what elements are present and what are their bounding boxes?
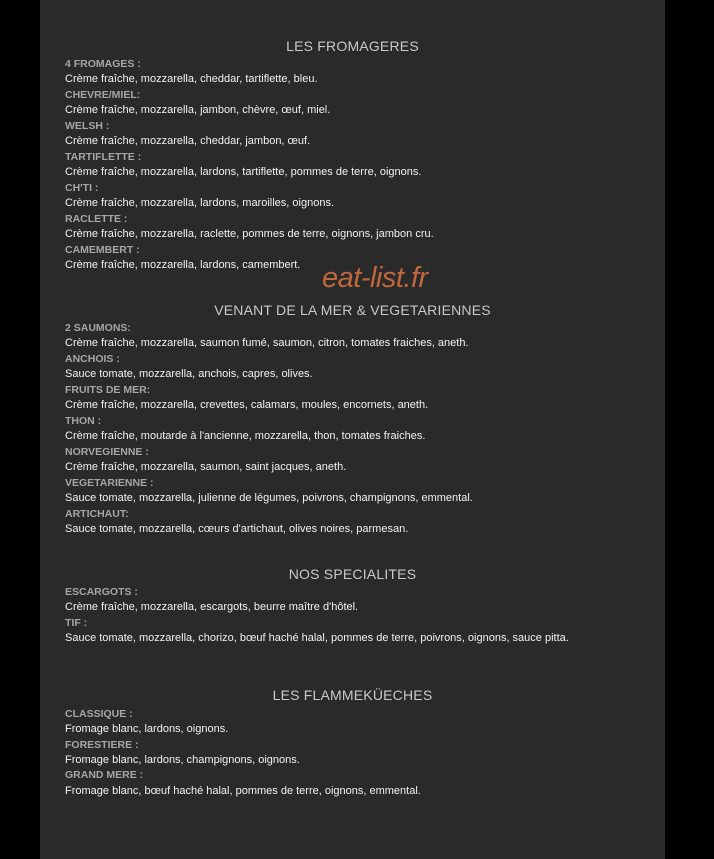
item-desc: Crème fraîche, mozzarella, saumon, saint jacques, aneth. [65, 461, 347, 473]
watermark: eat-list.fr [322, 262, 428, 294]
section-title-specialites: NOS SPECIALITES [288, 566, 417, 582]
item-name: CHEVRE/MIEL: [65, 89, 141, 101]
section-title-flammekueches: LES FLAMMEKÜECHES [272, 687, 433, 703]
item-name: VEGETARIENNE : [65, 477, 154, 489]
item-desc: Crème fraîche, mozzarella, raclette, pommes de terre, oignons, jambon cru. [65, 228, 434, 240]
item-name: GRAND MERE : [65, 769, 144, 781]
item-desc: Crème fraîche, mozzarella, jambon, chèvre, œuf, miel. [65, 104, 331, 116]
item-name: ANCHOIS : [65, 353, 120, 365]
item-name: FRUITS DE MER: [65, 384, 151, 396]
item-name: CLASSIQUE : [65, 708, 133, 720]
item-desc: Crème fraîche, mozzarella, cheddar, jambon, œuf. [65, 135, 311, 147]
item-name: THON : [65, 415, 102, 427]
item-desc: Fromage blanc, lardons, oignons. [65, 723, 229, 735]
item-name: 4 FROMAGES : [65, 58, 141, 70]
item-desc: Crème fraîche, mozzarella, crevettes, calamars, moules, encornets, aneth. [65, 399, 429, 411]
item-name: CH'TI : [65, 182, 99, 194]
item-desc: Sauce tomate, mozzarella, julienne de légumes, poivrons, champignons, emmental. [65, 492, 473, 504]
item-desc: Crème fraîche, moutarde à l'ancienne, mozzarella, thon, tomates fraiches. [65, 430, 426, 442]
item-name: TIF : [65, 617, 88, 629]
item-name: WELSH : [65, 120, 110, 132]
item-name: FORESTIERE : [65, 739, 139, 751]
item-name: ESCARGOTS : [65, 586, 138, 598]
item-name: TARTIFLETTE : [65, 151, 142, 163]
menu-page [40, 0, 665, 859]
item-desc: Crème fraîche, mozzarella, lardons, camembert. [65, 259, 301, 271]
item-desc: Crème fraîche, mozzarella, cheddar, tartiflette, bleu. [65, 73, 318, 85]
item-desc: Crème fraîche, mozzarella, escargots, beurre maître d'hôtel. [65, 601, 359, 613]
item-desc: Crème fraîche, mozzarella, lardons, maroilles, oignons. [65, 197, 335, 209]
item-name: ARTICHAUT: [65, 508, 129, 520]
item-desc: Fromage blanc, bœuf haché halal, pommes de terre, oignons, emmental. [65, 785, 421, 797]
item-name: NORVEGIENNE : [65, 446, 149, 458]
section-title-fromageres: LES FROMAGERES [286, 38, 419, 54]
item-name: RACLETTE : [65, 213, 128, 225]
item-desc: Sauce tomate, mozzarella, chorizo, bœuf haché halal, pommes de terre, poivrons, oignons, sauce pitta. [65, 632, 569, 644]
item-name: 2 SAUMONS: [65, 322, 131, 334]
item-desc: Crème fraîche, mozzarella, saumon fumé, saumon, citron, tomates fraiches, aneth. [65, 337, 469, 349]
item-desc: Sauce tomate, mozzarella, anchois, capres, olives. [65, 368, 313, 380]
item-desc: Fromage blanc, lardons, champignons, oignons. [65, 754, 300, 766]
section-title-mer-vegetariennes: VENANT DE LA MER & VEGETARIENNES [214, 302, 491, 318]
item-name: CAMEMBERT : [65, 244, 140, 256]
item-desc: Crème fraîche, mozzarella, lardons, tartiflette, pommes de terre, oignons. [65, 166, 422, 178]
item-desc: Sauce tomate, mozzarella, cœurs d'artichaut, olives noires, parmesan. [65, 523, 409, 535]
